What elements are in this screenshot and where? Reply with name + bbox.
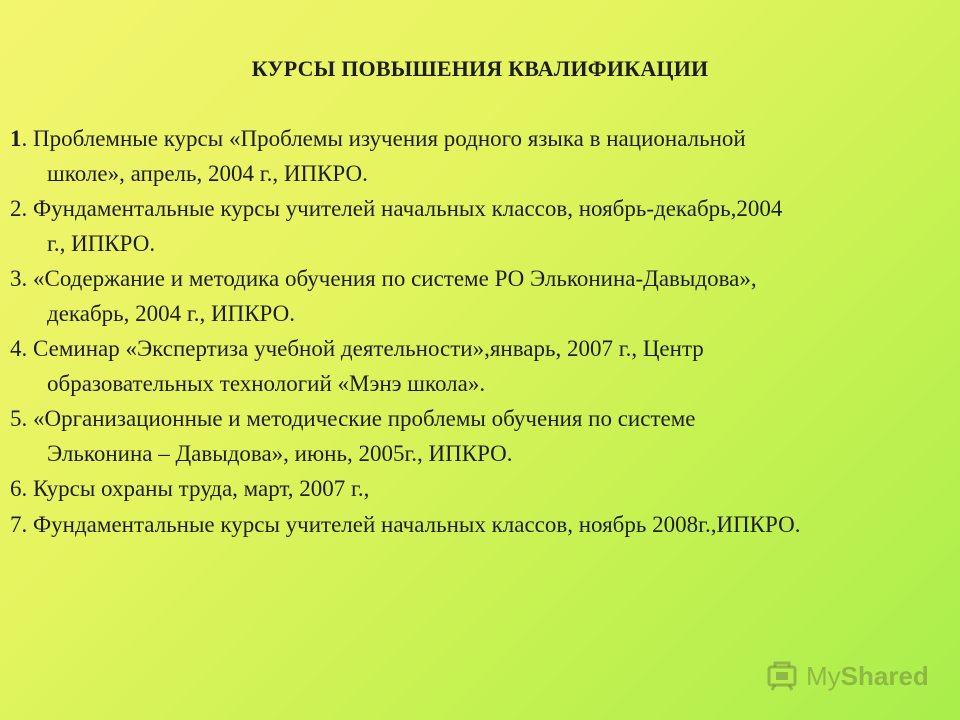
list-item xyxy=(10,507,950,543)
list-item xyxy=(10,471,950,507)
list-item xyxy=(10,331,950,401)
item-text-continued: образовательных технологий «Мэнэ школа». xyxy=(47,371,486,396)
item-text: 2. Фундаментальные курсы учителей начальных классов, ноябрь-декабрь,2004 xyxy=(10,196,783,221)
list-item xyxy=(10,401,950,471)
item-text: . Проблемные курсы «Проблемы изучения родного языка в национальной xyxy=(21,126,746,151)
item-text-continued: Эльконина – Давыдова», июнь, 2005г., ИПКРО. xyxy=(47,441,513,466)
item-text-continued: декабрь, 2004 г., ИПКРО. xyxy=(47,301,295,326)
item-text: 7. Фундаментальные курсы учителей начальных классов, ноябрь 2008г.,ИПКРО. xyxy=(10,512,801,537)
mysared-watermark xyxy=(766,656,936,696)
item-text: 6. Курсы охраны труда, март, 2007 г., xyxy=(10,476,370,501)
list-item xyxy=(10,191,950,261)
item-text: 3. «Содержание и методика обучения по системе РО Эльконина-Давыдова», xyxy=(10,266,757,291)
courses-list xyxy=(10,121,950,543)
watermark-shared: Shared xyxy=(840,660,929,691)
item-text: 4. Семинар «Экспертиза учебной деятельности»,январь, 2007 г., Центр xyxy=(10,336,704,361)
mysared-logo-icon xyxy=(766,660,800,692)
watermark-my: My xyxy=(806,660,841,691)
list-item xyxy=(10,121,950,191)
item-text-continued: г., ИПКРО. xyxy=(47,231,156,256)
item-number: 1 xyxy=(10,126,22,151)
slide-title: КУРСЫ ПОВЫШЕНИЯ КВАЛИФИКАЦИИ xyxy=(251,56,709,81)
item-text-continued: школе», апрель, 2004 г., ИПКРО. xyxy=(47,161,368,186)
list-item xyxy=(10,261,950,331)
item-text: 5. «Организационные и методические проблемы обучения по системе xyxy=(10,406,696,431)
